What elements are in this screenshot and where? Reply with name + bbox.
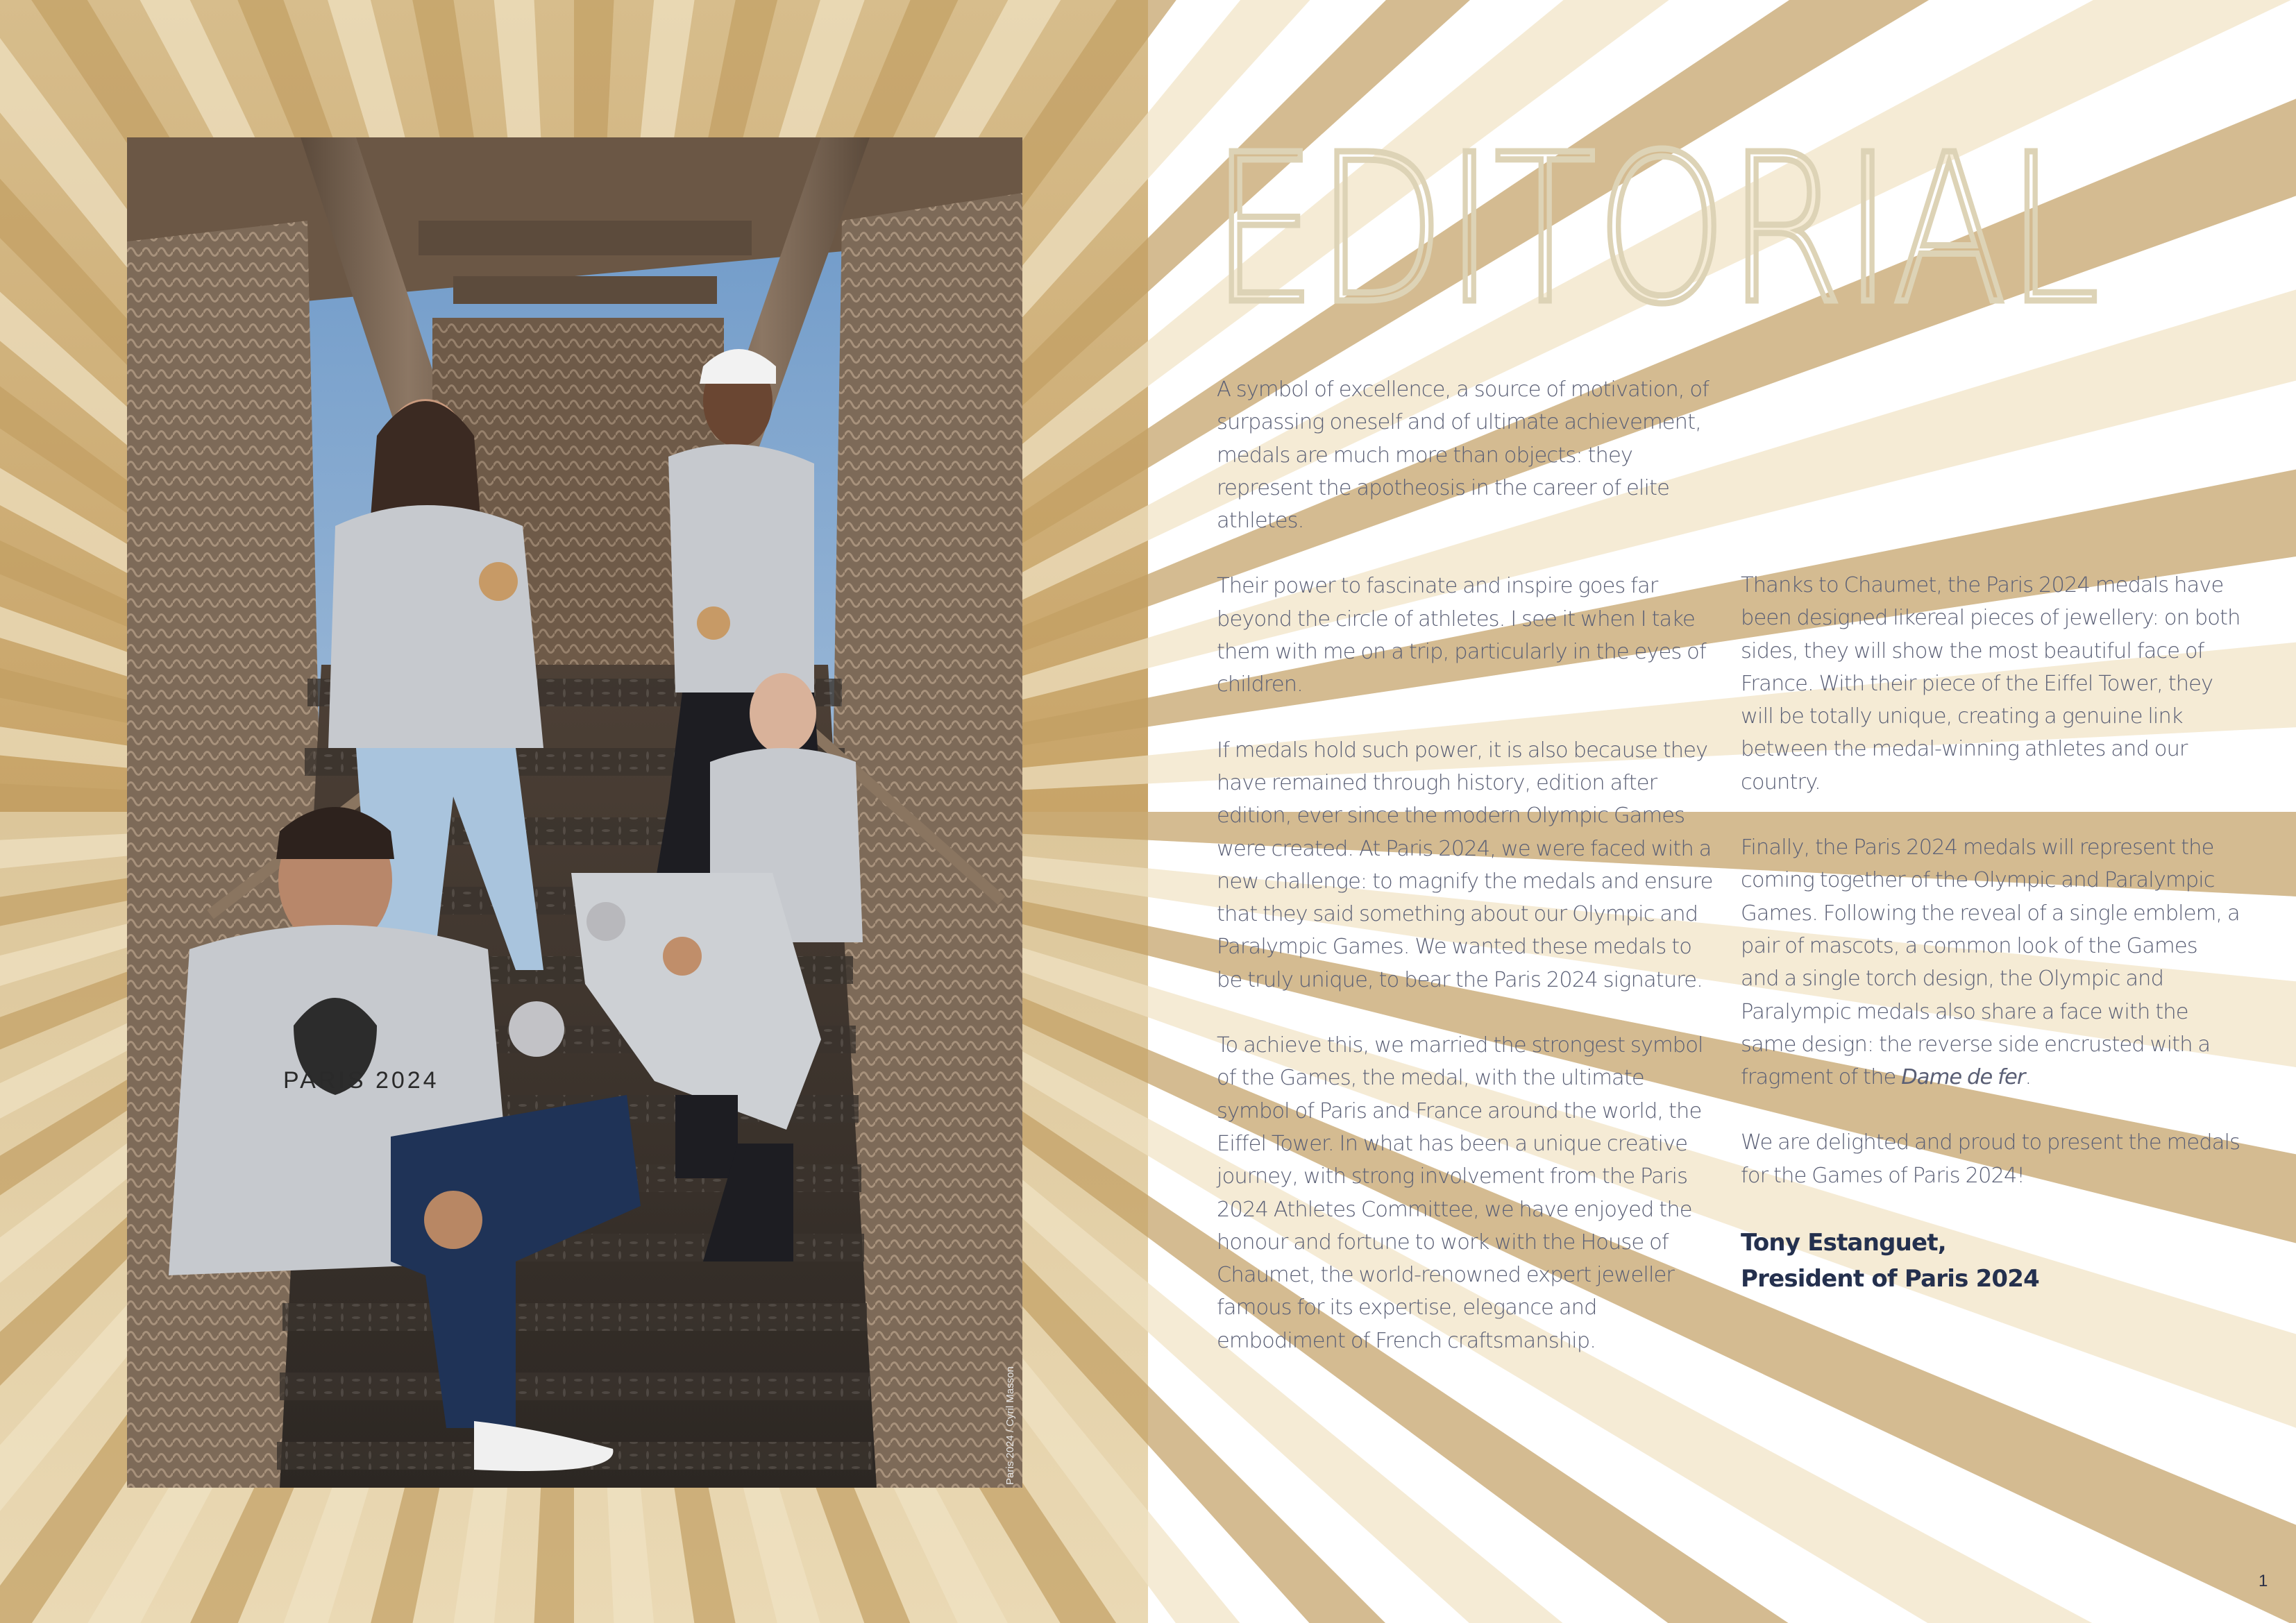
title-text: EDITORIAL [1211, 110, 2100, 349]
sweatshirt-wordmark: PARIS 2024 [283, 1067, 439, 1094]
stair-step [282, 1303, 867, 1331]
paragraph-history: If medals hold such power, it is also because they have remained through history, edition after edition, ever since the modern Olympic Games were created. At Paris 2024, we were faced with a new challenge: to magnify the medals and ensure that they said something about our Olympic and Paralympic Games. We wanted these medals to be truly unique, to bear the Paris 2024 signature. [1217, 738, 1713, 992]
stair-step [280, 1373, 870, 1400]
text-column-right [1741, 569, 2240, 1297]
paragraph-chaumet: Thanks to Chaumet, the Paris 2024 medals have been designed likereal pieces of jewellery: on both sides, they will show the most beautiful face of France. With their piece of the Eiffel Tower, they will be totally unique, creating a genuine link between the medal-winning athletes and our country. [1741, 573, 2240, 794]
paragraph-olympic-paralympic-text: Finally, the Paris 2024 medals will represent the coming together of the Olympic and Paralympic Games. Following the reveal of a single emblem, a pair of mascots, a common look of the Games and a single torch design, the Olympic and Paralympic medals also share a face with the same design: the reverse side encrusted with a fragment of the [1741, 835, 2240, 1090]
signature-name: Tony Estanguet, [1741, 1229, 1946, 1257]
photo-credit: Paris 2024 / Cyril Masson [1004, 1366, 1016, 1485]
editorial-title [1211, 110, 2107, 349]
paragraph-olympic-paralympic [1741, 831, 2240, 1094]
signature-title: President of Paris 2024 [1741, 1265, 2039, 1293]
page-number: 1 [2259, 1572, 2268, 1590]
paragraph-inspire: Their power to fascinate and inspire goes far beyond the circle of athletes. I see it when I take them with me on a trip, particularly in the eyes of children. [1217, 574, 1706, 697]
text-column-left [1217, 373, 1716, 1390]
paragraph-period: . [2025, 1065, 2032, 1090]
paragraph-intro: A symbol of excellence, a source of motivation, of surpassing oneself and of ultimate achievement, medals are much more than objects: they represent the apotheosis in the career of elite athletes. [1217, 377, 1709, 534]
athletes-photo [127, 137, 1022, 1488]
paragraph-eiffel: To achieve this, we married the strongest symbol of the Games, the medal, with the ultimate symbol of Paris and France around the world, the Eiffel Tower. In what has been a unique creative journey, with strong involvement from the Paris 2024 Athletes Committee, we have enjoyed the honour and fortune to work with the House of Chaumet, the world-renowned expert jeweller famous for its expertise, elegance and embodiment of French craftsmanship. [1217, 1033, 1703, 1353]
paragraph-delighted: We are delighted and proud to present the medals for the Games of Paris 2024! [1741, 1130, 2240, 1188]
dame-de-fer-italic: Dame de fer [1901, 1065, 2025, 1090]
